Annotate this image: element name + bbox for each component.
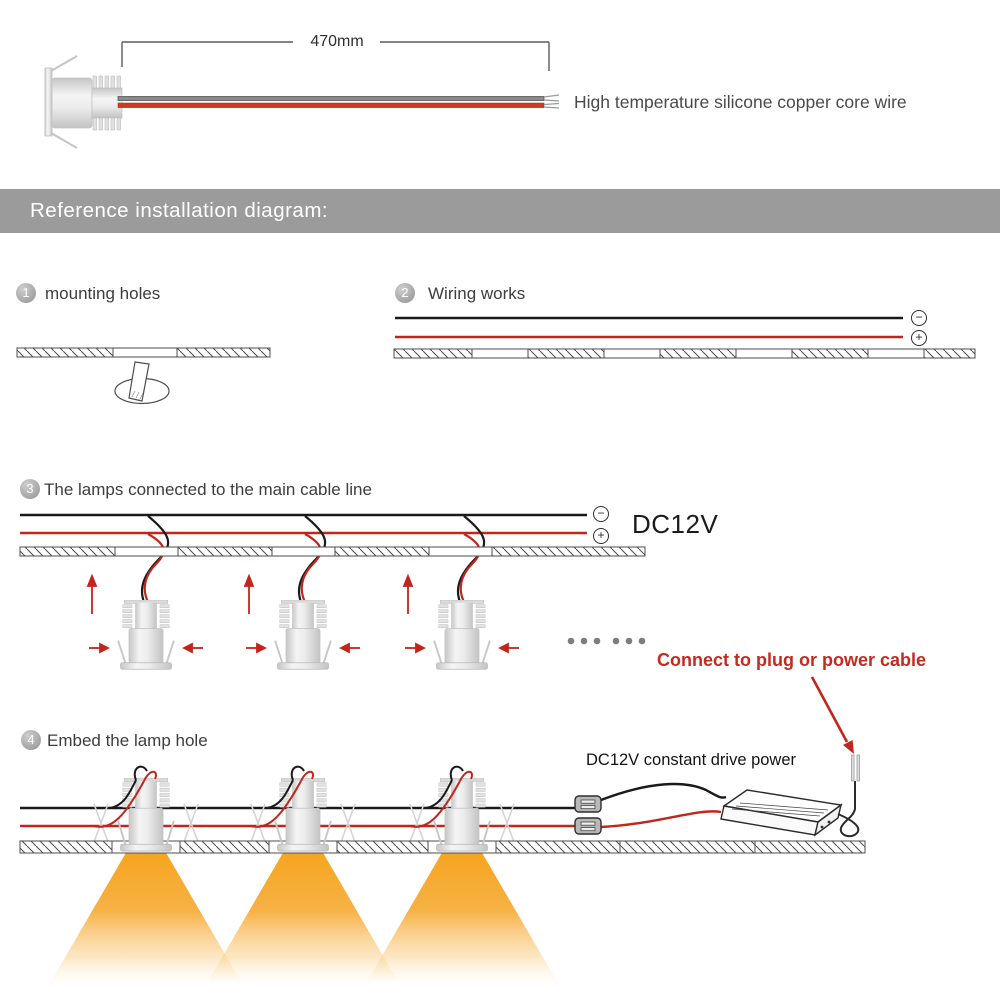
- recessed-lamp-icon: [434, 600, 490, 669]
- recessed-lamp-icon: [118, 778, 174, 851]
- banner-title: Reference installation diagram:: [30, 199, 329, 222]
- power-supply-label: DC12V constant drive power: [586, 751, 797, 769]
- step4-art: [20, 755, 865, 985]
- red-arrow-icon: [812, 677, 854, 754]
- connect-note-label: Connect to plug or power cable: [657, 650, 927, 670]
- plug-icon: [838, 755, 860, 836]
- ceiling-section: [17, 348, 270, 357]
- section-banner: [0, 189, 1000, 233]
- ceiling-section: [394, 349, 975, 358]
- light-beam: [365, 851, 559, 985]
- step1-art: [17, 348, 270, 404]
- ceiling-section: [20, 547, 645, 556]
- power-driver-icon: [721, 790, 841, 835]
- step-1-label: mounting holes: [45, 284, 161, 303]
- step-4-label: Embed the lamp hole: [47, 731, 208, 750]
- light-beams: [49, 851, 559, 985]
- light-beam: [206, 851, 400, 985]
- step-1-number-badge: 1: [16, 283, 36, 303]
- wire-connector-icon: [575, 796, 601, 812]
- minus-terminal-icon: −: [911, 310, 927, 326]
- step-2-number-badge: 2: [395, 283, 415, 303]
- step2-art: [394, 318, 975, 358]
- recessed-lamp-side-icon: [45, 56, 122, 148]
- plus-terminal-icon: +: [593, 528, 609, 544]
- recessed-lamp-icon: [434, 778, 490, 851]
- minus-terminal-icon: −: [593, 506, 609, 522]
- recessed-lamp-icon: [275, 778, 331, 851]
- recessed-lamp-icon: [275, 600, 331, 669]
- step-4-number-badge: 4: [21, 730, 41, 750]
- step-2-label: Wiring works: [428, 284, 526, 303]
- wire-length-label: 470mm: [294, 33, 380, 51]
- step-3-label: The lamps connected to the main cable line: [44, 480, 372, 499]
- recessed-lamp-icon: [118, 600, 174, 669]
- plus-terminal-icon: +: [911, 330, 927, 346]
- lamp-drop-wires: [142, 516, 484, 602]
- lead-wires: [118, 95, 559, 108]
- drilled-hole-icon: [115, 362, 169, 404]
- light-beam: [49, 851, 243, 985]
- wire-description-label: High temperature silicone copper core wire: [574, 92, 907, 112]
- step-3-number-badge: 3: [20, 479, 40, 499]
- continuation-dots-icon: [568, 638, 646, 645]
- step3-art: [20, 515, 854, 754]
- wire-connector-icon: [575, 818, 601, 834]
- product-illustration: [45, 42, 559, 148]
- voltage-label: DC12V: [632, 509, 719, 539]
